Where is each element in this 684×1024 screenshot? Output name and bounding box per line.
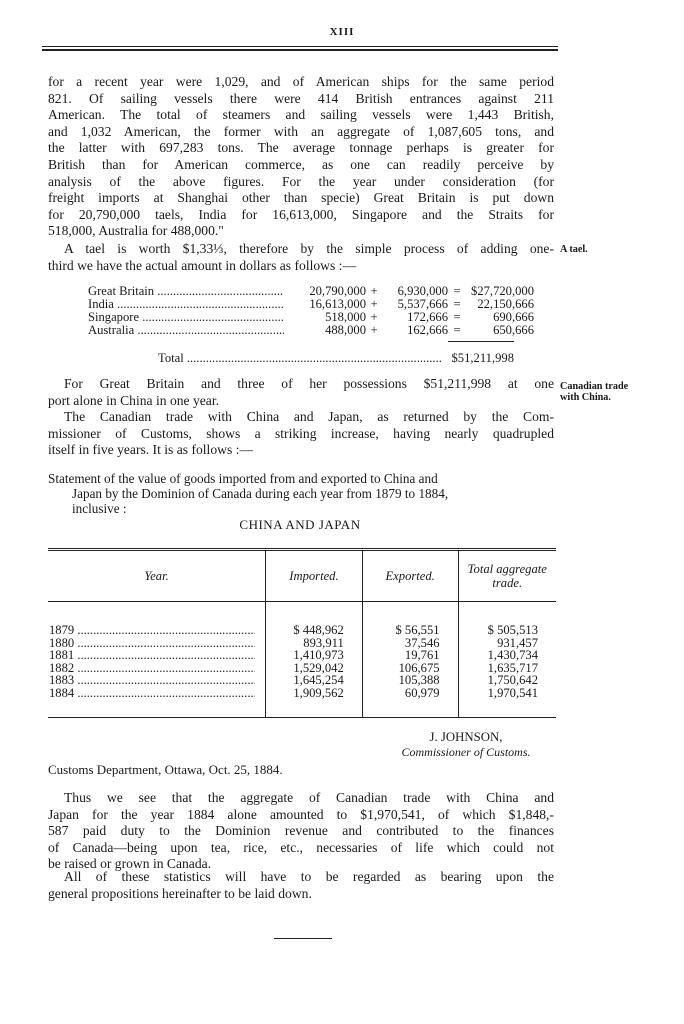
calc-total-rule bbox=[448, 341, 514, 342]
text-line: A tael is worth $1,33⅓, therefore by the simple process of adding one- bbox=[64, 241, 554, 256]
text-line: Japan for the year 1884 alone amounted to $1,970,541, of which $1,848,- bbox=[48, 806, 554, 822]
paragraph-statistics bbox=[48, 869, 554, 902]
calc-row bbox=[88, 311, 534, 324]
header-rule-top bbox=[42, 46, 558, 47]
tael-conversion-table bbox=[88, 285, 534, 337]
calc-taels: 16,613,000 bbox=[309, 297, 366, 311]
imported-cell: 893,911 bbox=[303, 635, 344, 650]
total-cell: 931,457 bbox=[497, 635, 538, 650]
text-line: general propositions hereinafter to be laid down. bbox=[48, 885, 312, 901]
exported-cell: 60,979 bbox=[404, 685, 440, 700]
calc-plus: + bbox=[370, 297, 378, 311]
total-cell: 1,750,642 bbox=[487, 673, 538, 688]
text-line: American. The total of steamers and sailing vessels were 1,443 British, bbox=[48, 107, 554, 123]
text-line: All of these statistics will have to be regarded as bearing upon the bbox=[64, 869, 554, 884]
year-cell: 1882 ..... bbox=[49, 662, 255, 675]
department-line: Customs Department, Ottawa, Oct. 25, 1884. bbox=[48, 762, 283, 777]
text-line: the latter with 697,283 tons. The average tonnage perhaps is greater for bbox=[48, 140, 554, 156]
calc-third: 172,666 bbox=[407, 310, 448, 324]
calc-label: India ..... bbox=[88, 298, 284, 311]
calc-label: Great Britain ..... bbox=[88, 285, 284, 298]
calc-total-label: Total ..... bbox=[158, 352, 442, 365]
year-column bbox=[48, 602, 266, 718]
calc-third: 5,537,666 bbox=[397, 297, 448, 311]
text-line: Thus we see that the aggregate of Canadian trade with China and bbox=[64, 790, 554, 805]
calc-equals: = bbox=[453, 310, 461, 324]
total-column bbox=[458, 602, 556, 718]
statement-line: Statement of the value of goods imported from and exported to China and bbox=[48, 471, 438, 486]
text-line: missioner of Customs, shows a striking increase, having nearly quadrupled bbox=[48, 425, 554, 441]
column-header-year: Year. bbox=[48, 550, 266, 602]
side-note-line: with China. bbox=[560, 392, 611, 403]
statement-line: inclusive : bbox=[72, 501, 127, 516]
text-line: British than for American commerce, as one can readily perceive by bbox=[48, 156, 554, 172]
text-line: third we have the actual amount in dollars as follows :— bbox=[48, 257, 357, 273]
signature-name: J. JOHNSON, bbox=[429, 730, 503, 744]
year-cell: 1880 ..... bbox=[49, 637, 255, 650]
calc-equals: = bbox=[453, 323, 461, 337]
calc-total-value: $51,211,998 bbox=[451, 351, 514, 365]
column-header-exported: Exported. bbox=[362, 550, 458, 602]
side-note-tael: A tael. bbox=[560, 244, 588, 255]
table-title: CHINA AND JAPAN bbox=[239, 517, 361, 532]
imported-column bbox=[266, 602, 363, 718]
total-cell: 1,635,717 bbox=[487, 660, 538, 675]
statement-line: Japan by the Dominion of Canada during each year from 1879 to 1884, bbox=[72, 486, 449, 501]
calc-dollars: 650,666 bbox=[493, 323, 534, 337]
exported-cell: $ 56,551 bbox=[395, 623, 440, 637]
paragraph-canadian bbox=[48, 409, 554, 459]
calc-taels: 20,790,000 bbox=[309, 284, 366, 298]
text-line: freight imports at Shanghai other than specie) Great Britain is put down bbox=[48, 190, 554, 206]
exported-cell: 37,546 bbox=[404, 635, 440, 650]
calc-third: 162,666 bbox=[407, 323, 448, 337]
imported-cell: 1,909,562 bbox=[293, 685, 344, 700]
signature-block bbox=[380, 730, 552, 760]
exported-cell: 105,388 bbox=[398, 673, 440, 688]
text-line: For Great Britain and three of her possessions $51,211,998 at one bbox=[64, 376, 554, 391]
imported-cell: $ 448,962 bbox=[293, 623, 344, 637]
column-header-total: Total aggregate trade. bbox=[458, 550, 556, 602]
year-cell: 1879 ..... bbox=[49, 624, 255, 637]
paragraph-tael bbox=[48, 241, 554, 274]
calc-total-row bbox=[158, 352, 514, 365]
calc-plus: + bbox=[370, 323, 378, 337]
calc-row bbox=[88, 324, 534, 337]
table-bottom-rule bbox=[48, 718, 556, 719]
total-cell: $ 505,513 bbox=[487, 623, 538, 637]
calc-dollars: 22,150,666 bbox=[477, 297, 534, 311]
table-body bbox=[48, 602, 556, 718]
calc-dollars: $27,720,000 bbox=[471, 284, 534, 298]
calc-plus: + bbox=[370, 310, 378, 324]
text-line: 821. Of sailing vessels there were 414 British entrances against 211 bbox=[48, 90, 554, 106]
total-cell: 1,970,541 bbox=[487, 685, 538, 700]
china-japan-trade-table bbox=[48, 548, 556, 718]
calc-taels: 518,000 bbox=[325, 310, 366, 324]
calc-row bbox=[88, 298, 534, 311]
text-line: itself in five years. It is as follows :— bbox=[48, 442, 254, 458]
page-number: XIII bbox=[329, 26, 355, 38]
exported-column bbox=[362, 602, 458, 718]
exported-cell: 19,761 bbox=[404, 648, 440, 663]
text-line: 587 paid duty to the Dominion revenue and contributed to the finances bbox=[48, 823, 554, 839]
section-end-rule bbox=[274, 938, 332, 939]
total-cell: 1,430,734 bbox=[487, 648, 538, 663]
text-line: and 1,032 American, the former with an aggregate of 1,087,605 tons, and bbox=[48, 123, 554, 139]
calc-taels: 488,000 bbox=[325, 323, 366, 337]
text-line: port alone in China in one year. bbox=[48, 392, 220, 408]
calc-plus: + bbox=[370, 284, 378, 298]
text-line: analysis of the above figures. For the year under consideration (for bbox=[48, 173, 554, 189]
imported-cell: 1,410,973 bbox=[293, 648, 344, 663]
statement-heading bbox=[48, 471, 558, 516]
header-rule-bottom bbox=[42, 49, 558, 51]
imported-cell: 1,645,254 bbox=[293, 673, 344, 688]
calc-equals: = bbox=[453, 284, 461, 298]
calc-equals: = bbox=[453, 297, 461, 311]
side-note-canadian-trade bbox=[560, 381, 628, 403]
calc-third: 6,930,000 bbox=[397, 284, 448, 298]
paragraph-britain bbox=[48, 376, 554, 409]
text-line: 518,000, Australia for 488,000." bbox=[48, 223, 224, 239]
imported-cell: 1,529,042 bbox=[293, 660, 344, 675]
text-line: for a recent year were 1,029, and of American ships for the same period bbox=[48, 74, 554, 89]
column-header-imported: Imported. bbox=[266, 550, 363, 602]
paragraph-aggregate bbox=[48, 790, 554, 873]
exported-cell: 106,675 bbox=[398, 660, 440, 675]
text-line: of Canada—being upon tea, rice, etc., necessaries of life which could not bbox=[48, 839, 554, 855]
calc-label: Singapore ..... bbox=[88, 311, 284, 324]
calc-dollars: 690,666 bbox=[493, 310, 534, 324]
calc-label: Australia ..... bbox=[88, 324, 284, 337]
signature-title: Commissioner of Customs. bbox=[401, 745, 531, 759]
text-line: for 20,790,000 taels, India for 16,613,000, Singapore and the Straits for bbox=[48, 206, 554, 222]
paragraph-shipping bbox=[48, 74, 554, 240]
year-cell: 1883 ..... bbox=[49, 674, 255, 687]
year-cell: 1884 ..... bbox=[49, 687, 255, 700]
text-line: The Canadian trade with China and Japan, as returned by the Com- bbox=[64, 409, 554, 424]
side-note-line: Canadian trade bbox=[560, 381, 629, 392]
text-line: be raised or grown in Canada. bbox=[48, 856, 212, 872]
year-cell: 1881 ..... bbox=[49, 649, 255, 662]
